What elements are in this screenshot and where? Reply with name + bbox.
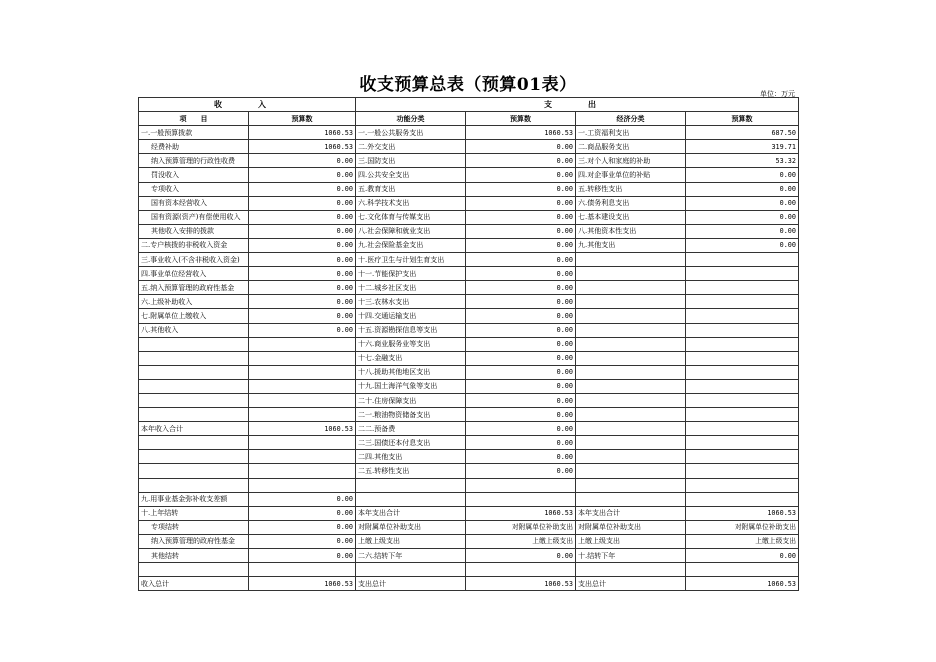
income-item-cell <box>139 450 249 464</box>
income-budget-cell <box>249 478 356 492</box>
col-header-budget-2: 预算数 <box>466 112 576 126</box>
table-body <box>139 126 799 591</box>
economic-budget-cell: 0.00 <box>686 196 799 210</box>
income-budget-cell: 0.00 <box>249 154 356 168</box>
income-item-cell <box>139 379 249 393</box>
function-budget-cell: 0.00 <box>466 267 576 281</box>
function-budget-cell: 0.00 <box>466 196 576 210</box>
economic-budget-cell: 687.50 <box>686 126 799 140</box>
expense-section-header: 支 出 <box>356 98 799 112</box>
table-row <box>139 295 799 309</box>
function-item-cell <box>356 478 466 492</box>
income-budget-cell <box>249 450 356 464</box>
economic-item-cell: 九.其他支出 <box>576 238 686 252</box>
income-budget-cell: 0.00 <box>249 549 356 563</box>
income-item-cell: 纳入预算管理的政府性基金 <box>139 534 249 548</box>
function-item-cell: 四.公共安全支出 <box>356 168 466 182</box>
function-item-cell: 二一.粮油物资储备支出 <box>356 408 466 422</box>
income-item-cell: 二.专户核拨的非税收入资金 <box>139 238 249 252</box>
income-budget-cell <box>249 464 356 478</box>
function-item-cell: 九.社会保险基金支出 <box>356 238 466 252</box>
table-row <box>139 379 799 393</box>
economic-item-cell: 八.其他资本性支出 <box>576 224 686 238</box>
income-budget-cell: 0.00 <box>249 520 356 534</box>
function-budget-cell: 0.00 <box>466 549 576 563</box>
table-row <box>139 126 799 140</box>
table-row <box>139 534 799 548</box>
economic-budget-cell: 0.00 <box>686 168 799 182</box>
function-item-cell: 十.医疗卫生与计划生育支出 <box>356 253 466 267</box>
table-row <box>139 351 799 365</box>
economic-budget-cell: 1060.53 <box>686 577 799 591</box>
income-budget-cell: 0.00 <box>249 196 356 210</box>
table-row <box>139 563 799 577</box>
income-item-cell: 六.上级补助收入 <box>139 295 249 309</box>
income-budget-cell: 0.00 <box>249 267 356 281</box>
function-item-cell: 上缴上级支出 <box>356 534 466 548</box>
function-budget-cell: 1060.53 <box>466 506 576 520</box>
table-row <box>139 520 799 534</box>
income-budget-cell: 0.00 <box>249 492 356 506</box>
function-budget-cell <box>466 563 576 577</box>
economic-budget-cell <box>686 393 799 407</box>
income-item-cell <box>139 351 249 365</box>
economic-budget-cell <box>686 436 799 450</box>
table-row <box>139 506 799 520</box>
function-budget-cell: 0.00 <box>466 281 576 295</box>
budget-table <box>138 97 799 591</box>
income-item-cell: 其他结转 <box>139 549 249 563</box>
income-budget-cell: 1060.53 <box>249 126 356 140</box>
economic-budget-cell: 上缴上级支出 <box>686 534 799 548</box>
economic-budget-cell: 53.32 <box>686 154 799 168</box>
function-item-cell: 十五.资源勘探信息等支出 <box>356 323 466 337</box>
economic-item-cell: 五.转移性支出 <box>576 182 686 196</box>
table-row <box>139 577 799 591</box>
table-row <box>139 253 799 267</box>
economic-item-cell <box>576 253 686 267</box>
table-row <box>139 140 799 154</box>
function-budget-cell <box>466 478 576 492</box>
economic-item-cell: 对附属单位补助支出 <box>576 520 686 534</box>
income-budget-cell <box>249 563 356 577</box>
income-item-cell <box>139 436 249 450</box>
table-row <box>139 492 799 506</box>
economic-budget-cell: 319.71 <box>686 140 799 154</box>
function-budget-cell: 1060.53 <box>466 577 576 591</box>
function-budget-cell: 0.00 <box>466 408 576 422</box>
economic-budget-cell <box>686 309 799 323</box>
income-item-cell <box>139 365 249 379</box>
economic-item-cell <box>576 408 686 422</box>
economic-budget-cell <box>686 337 799 351</box>
table-row <box>139 337 799 351</box>
income-budget-cell: 0.00 <box>249 534 356 548</box>
income-item-cell: 国有资源(资产)有偿使用收入 <box>139 210 249 224</box>
function-budget-cell: 0.00 <box>466 337 576 351</box>
economic-item-cell <box>576 337 686 351</box>
economic-budget-cell <box>686 281 799 295</box>
income-section-header: 收 入 <box>139 98 356 112</box>
economic-item-cell <box>576 436 686 450</box>
economic-budget-cell <box>686 253 799 267</box>
income-item-cell: 三.事业收入(不含非税收入资金) <box>139 253 249 267</box>
economic-budget-cell: 对附属单位补助支出 <box>686 520 799 534</box>
income-budget-cell: 0.00 <box>249 309 356 323</box>
income-budget-cell: 0.00 <box>249 182 356 196</box>
economic-item-cell: 支出总计 <box>576 577 686 591</box>
economic-item-cell <box>576 295 686 309</box>
table-row <box>139 309 799 323</box>
economic-budget-cell <box>686 478 799 492</box>
income-item-cell: 专项结转 <box>139 520 249 534</box>
function-item-cell: 二十.住房保障支出 <box>356 393 466 407</box>
economic-item-cell <box>576 365 686 379</box>
table-row <box>139 182 799 196</box>
income-item-cell: 专项收入 <box>139 182 249 196</box>
income-item-cell: 八.其他收入 <box>139 323 249 337</box>
function-item-cell: 支出总计 <box>356 577 466 591</box>
table-row <box>139 436 799 450</box>
economic-item-cell <box>576 351 686 365</box>
function-budget-cell <box>466 492 576 506</box>
income-item-cell: 收入总计 <box>139 577 249 591</box>
economic-budget-cell <box>686 492 799 506</box>
economic-budget-cell <box>686 365 799 379</box>
income-item-cell: 国有资本经营收入 <box>139 196 249 210</box>
economic-item-cell: 本年支出合计 <box>576 506 686 520</box>
income-item-cell: 经费补助 <box>139 140 249 154</box>
income-item-cell <box>139 337 249 351</box>
economic-budget-cell <box>686 563 799 577</box>
function-item-cell: 五.教育支出 <box>356 182 466 196</box>
function-budget-cell: 0.00 <box>466 365 576 379</box>
function-item-cell: 二四.其他支出 <box>356 450 466 464</box>
economic-budget-cell: 0.00 <box>686 549 799 563</box>
economic-item-cell <box>576 450 686 464</box>
function-item-cell <box>356 563 466 577</box>
function-item-cell: 十八.援助其他地区支出 <box>356 365 466 379</box>
economic-item-cell <box>576 281 686 295</box>
income-budget-cell: 0.00 <box>249 168 356 182</box>
economic-item-cell <box>576 379 686 393</box>
income-item-cell <box>139 393 249 407</box>
income-budget-cell: 0.00 <box>249 281 356 295</box>
section-header-row <box>139 98 799 112</box>
economic-budget-cell <box>686 422 799 436</box>
economic-item-cell: 四.对企事业单位的补贴 <box>576 168 686 182</box>
economic-item-cell <box>576 393 686 407</box>
income-item-cell: 五.纳入预算管理的政府性基金 <box>139 281 249 295</box>
economic-item-cell <box>576 267 686 281</box>
income-item-cell <box>139 563 249 577</box>
table-row <box>139 196 799 210</box>
col-header-economic: 经济分类 <box>576 112 686 126</box>
function-item-cell: 本年支出合计 <box>356 506 466 520</box>
function-item-cell: 十三.农林水支出 <box>356 295 466 309</box>
function-item-cell: 对附属单位补助支出 <box>356 520 466 534</box>
income-budget-cell: 0.00 <box>249 295 356 309</box>
function-budget-cell: 0.00 <box>466 464 576 478</box>
income-item-cell: 七.附属单位上缴收入 <box>139 309 249 323</box>
income-item-cell <box>139 408 249 422</box>
economic-budget-cell <box>686 351 799 365</box>
income-budget-cell: 0.00 <box>249 253 356 267</box>
function-item-cell: 十四.交通运输支出 <box>356 309 466 323</box>
col-header-budget-3: 预算数 <box>686 112 799 126</box>
function-budget-cell: 0.00 <box>466 168 576 182</box>
function-budget-cell: 0.00 <box>466 450 576 464</box>
economic-item-cell <box>576 563 686 577</box>
table-row <box>139 281 799 295</box>
function-item-cell: 一.一般公共服务支出 <box>356 126 466 140</box>
economic-budget-cell: 0.00 <box>686 224 799 238</box>
income-item-cell <box>139 478 249 492</box>
function-item-cell: 十七.金融支出 <box>356 351 466 365</box>
function-budget-cell: 0.00 <box>466 224 576 238</box>
function-item-cell: 十六.商业服务业等支出 <box>356 337 466 351</box>
table-row <box>139 210 799 224</box>
income-budget-cell <box>249 436 356 450</box>
function-budget-cell: 0.00 <box>466 436 576 450</box>
income-item-cell: 九.用事业基金弥补收支差额 <box>139 492 249 506</box>
income-budget-cell <box>249 365 356 379</box>
economic-item-cell: 二.商品服务支出 <box>576 140 686 154</box>
function-budget-cell: 0.00 <box>466 379 576 393</box>
income-budget-cell <box>249 393 356 407</box>
income-item-cell: 纳入预算管理的行政性收费 <box>139 154 249 168</box>
table-row <box>139 154 799 168</box>
economic-item-cell: 六.债务利息支出 <box>576 196 686 210</box>
income-budget-cell: 0.00 <box>249 323 356 337</box>
economic-budget-cell <box>686 450 799 464</box>
economic-item-cell: 七.基本建设支出 <box>576 210 686 224</box>
economic-item-cell: 上缴上级支出 <box>576 534 686 548</box>
function-item-cell <box>356 492 466 506</box>
function-budget-cell: 0.00 <box>466 309 576 323</box>
column-header-row <box>139 112 799 126</box>
economic-item-cell <box>576 478 686 492</box>
function-item-cell: 十一.节能保护支出 <box>356 267 466 281</box>
function-item-cell: 二六.结转下年 <box>356 549 466 563</box>
economic-budget-cell: 0.00 <box>686 182 799 196</box>
function-budget-cell: 0.00 <box>466 323 576 337</box>
function-budget-cell: 0.00 <box>466 351 576 365</box>
function-budget-cell: 上缴上级支出 <box>466 534 576 548</box>
economic-budget-cell <box>686 323 799 337</box>
function-budget-cell: 0.00 <box>466 393 576 407</box>
income-item-cell: 罚没收入 <box>139 168 249 182</box>
income-item-cell: 其他收入安排的拨款 <box>139 224 249 238</box>
economic-item-cell <box>576 323 686 337</box>
page-title: 收支预算总表（预算01表） <box>359 75 577 95</box>
function-budget-cell: 0.00 <box>466 253 576 267</box>
function-budget-cell: 0.00 <box>466 154 576 168</box>
table-row <box>139 238 799 252</box>
economic-budget-cell <box>686 408 799 422</box>
income-budget-cell: 0.00 <box>249 224 356 238</box>
economic-item-cell: 三.对个人和家庭的补助 <box>576 154 686 168</box>
income-budget-cell: 0.00 <box>249 238 356 252</box>
income-item-cell: 十.上年结转 <box>139 506 249 520</box>
function-budget-cell: 0.00 <box>466 210 576 224</box>
function-item-cell: 六.科学技术支出 <box>356 196 466 210</box>
economic-budget-cell <box>686 295 799 309</box>
function-budget-cell: 对附属单位补助支出 <box>466 520 576 534</box>
income-budget-cell <box>249 379 356 393</box>
income-item-cell: 本年收入合计 <box>139 422 249 436</box>
economic-item-cell <box>576 309 686 323</box>
function-item-cell: 二二.预备费 <box>356 422 466 436</box>
function-item-cell: 七.文化体育与传媒支出 <box>356 210 466 224</box>
economic-budget-cell <box>686 379 799 393</box>
economic-budget-cell <box>686 267 799 281</box>
income-budget-cell: 0.00 <box>249 506 356 520</box>
col-header-budget: 预算数 <box>249 112 356 126</box>
table-row <box>139 549 799 563</box>
function-item-cell: 三.国防支出 <box>356 154 466 168</box>
income-budget-cell: 0.00 <box>249 210 356 224</box>
income-budget-cell <box>249 351 356 365</box>
table-row <box>139 224 799 238</box>
function-item-cell: 十九.国土海洋气象等支出 <box>356 379 466 393</box>
table-row <box>139 464 799 478</box>
col-header-item: 项 目 <box>139 112 249 126</box>
function-budget-cell: 0.00 <box>466 182 576 196</box>
function-budget-cell: 0.00 <box>466 422 576 436</box>
economic-item-cell: 十.结转下年 <box>576 549 686 563</box>
income-budget-cell <box>249 337 356 351</box>
economic-budget-cell: 0.00 <box>686 238 799 252</box>
function-item-cell: 十二.城乡社区支出 <box>356 281 466 295</box>
economic-budget-cell: 1060.53 <box>686 506 799 520</box>
table-row <box>139 365 799 379</box>
economic-budget-cell <box>686 464 799 478</box>
table-row <box>139 168 799 182</box>
function-item-cell: 二五.转移性支出 <box>356 464 466 478</box>
income-budget-cell: 1060.53 <box>249 422 356 436</box>
economic-budget-cell: 0.00 <box>686 210 799 224</box>
economic-item-cell: 一.工资福利支出 <box>576 126 686 140</box>
economic-item-cell <box>576 422 686 436</box>
function-budget-cell: 0.00 <box>466 238 576 252</box>
function-item-cell: 二三.国债还本付息支出 <box>356 436 466 450</box>
table-row <box>139 393 799 407</box>
table-row <box>139 267 799 281</box>
table-row <box>139 408 799 422</box>
income-item-cell <box>139 464 249 478</box>
table-row <box>139 323 799 337</box>
table-row <box>139 478 799 492</box>
function-budget-cell: 1060.53 <box>466 126 576 140</box>
economic-item-cell <box>576 464 686 478</box>
function-budget-cell: 0.00 <box>466 295 576 309</box>
income-budget-cell: 1060.53 <box>249 577 356 591</box>
income-budget-cell: 1060.53 <box>249 140 356 154</box>
table-row <box>139 422 799 436</box>
function-item-cell: 八.社会保障和就业支出 <box>356 224 466 238</box>
function-budget-cell: 0.00 <box>466 140 576 154</box>
income-budget-cell <box>249 408 356 422</box>
income-item-cell: 一.一般预算拨款 <box>139 126 249 140</box>
table-row <box>139 450 799 464</box>
income-item-cell: 四.事业单位经营收入 <box>139 267 249 281</box>
col-header-function: 功能分类 <box>356 112 466 126</box>
economic-item-cell <box>576 492 686 506</box>
function-item-cell: 二.外交支出 <box>356 140 466 154</box>
unit-label: 单位：万元 <box>760 90 795 98</box>
